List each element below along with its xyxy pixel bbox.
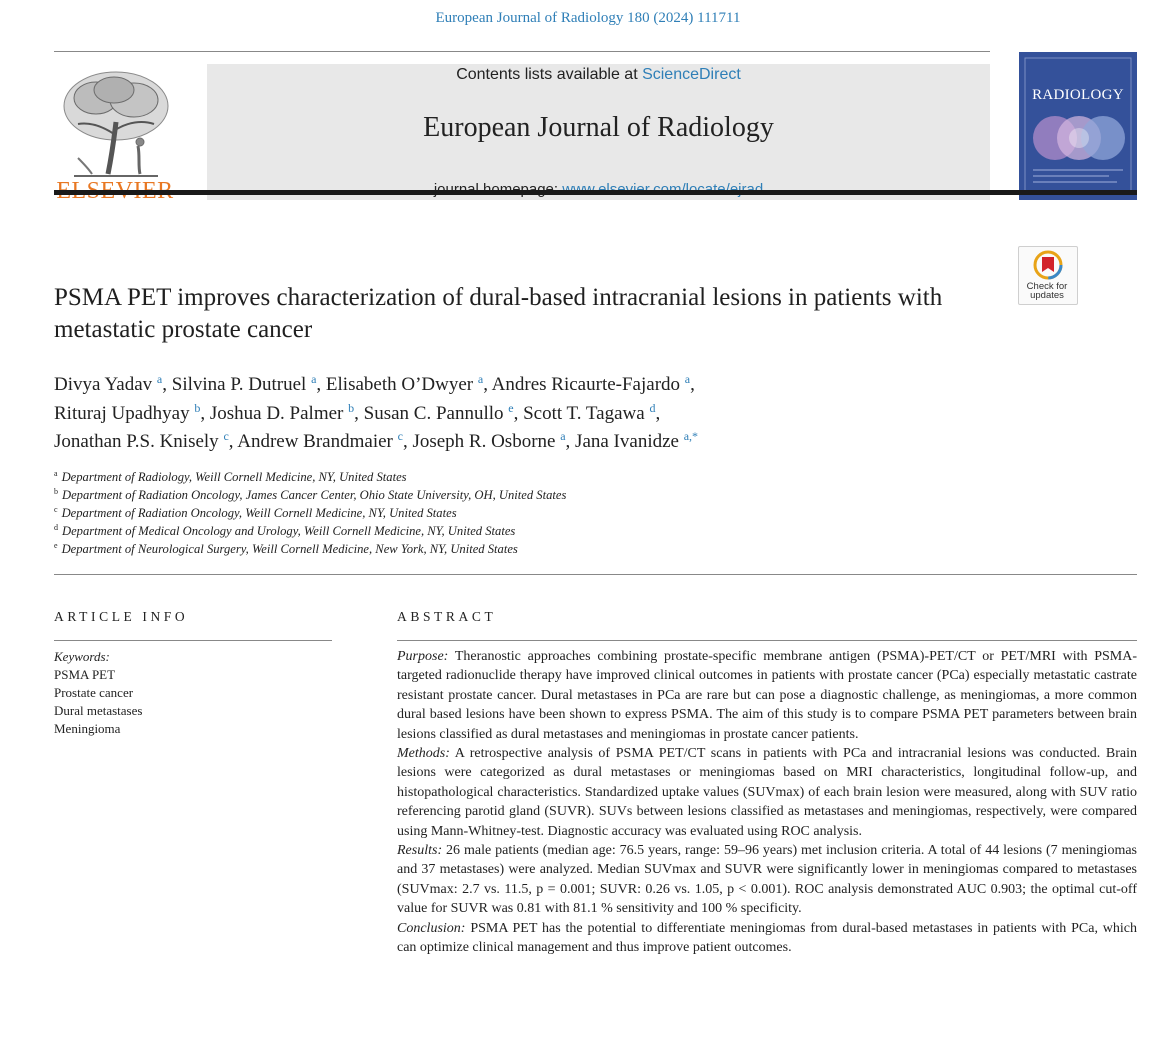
- author-affiliation-mark[interactable]: b: [194, 400, 201, 415]
- journal-cover[interactable]: [1019, 52, 1137, 200]
- check-label-line1: Check for: [1026, 281, 1068, 292]
- author-affiliation-mark[interactable]: a: [311, 372, 317, 386]
- author-affiliation-mark[interactable]: d: [649, 400, 656, 415]
- author-name[interactable]: Elisabeth O’Dwyer: [325, 374, 474, 395]
- affiliation-list: [54, 468, 1054, 558]
- author-affiliation-mark[interactable]: e: [508, 400, 514, 415]
- author-name[interactable]: Divya Yadav: [54, 374, 153, 395]
- author-affiliation-mark[interactable]: a,*: [683, 429, 699, 443]
- author-name[interactable]: Jana Ivanidze: [575, 431, 679, 452]
- keyword-item: Prostate cancer: [54, 685, 134, 700]
- purpose-label: Purpose:: [397, 649, 449, 664]
- affiliation-key: d: [54, 523, 58, 532]
- affiliation-item: [54, 486, 1054, 504]
- abstract-conclusion: [397, 919, 1137, 958]
- abstract-divider: [397, 640, 1137, 641]
- abstract-body: [397, 647, 1137, 958]
- results-label: Results:: [397, 843, 443, 859]
- article-info-heading: ARTICLE INFO: [54, 609, 189, 624]
- author-name[interactable]: Joshua D. Palmer: [209, 402, 344, 424]
- author-name[interactable]: Jonathan P.S. Knisely: [54, 431, 219, 452]
- methods-label: Methods:: [397, 746, 450, 762]
- abstract-methods: [397, 744, 1137, 841]
- author-name[interactable]: Susan C. Pannullo: [363, 402, 504, 424]
- affiliation-key: e: [54, 541, 58, 550]
- abstract-results: [397, 841, 1137, 919]
- author-name[interactable]: Rituraj Upadhyay: [54, 402, 190, 424]
- article-title: PSMA PET improves characterization of dural-based intracranial lesions in patients with metastatic prostate cancer: [54, 284, 943, 343]
- author-affiliation-mark[interactable]: a: [477, 372, 484, 386]
- affiliation-text: Department of Medical Oncology and Urology, Weill Cornell Medicine, NY, United States: [62, 524, 516, 538]
- contents-line: [207, 66, 990, 84]
- check-label-line2: updates: [1030, 290, 1064, 301]
- journal-reference-text[interactable]: European Journal of Radiology 180 (2024) 111711: [435, 10, 741, 26]
- journal-title: European Journal of Radiology: [423, 112, 774, 143]
- keywords-block: [54, 648, 332, 738]
- journal-reference-link[interactable]: [0, 10, 1176, 27]
- author-list: Divya Yadav $^a$, Silvina P. Dutruel $^a$, Elisabeth O’Dwyer $^a$, Andres Ricaurte-Fajardo $^a$, Rituraj Upadhyay $^b$, Joshua D. Palmer $^b$, Susan C. Pannullo $^e$, Scott T. Tagawa $^d$, Jonathan P.S. Knisely $^c$, Andrew Brandmaier $^c$, Joseph R. Osborne $^a$, Jana Ivanidze $^{a,*}$: [54, 372, 699, 452]
- section-divider: [54, 574, 1137, 575]
- abstract-purpose: [397, 647, 1137, 744]
- author-affiliation-mark[interactable]: c: [397, 429, 403, 443]
- results-text: 26 male patients (median age: 76.5 years, range: 59–96 years) met inclusion criteria. A total of 44 lesions (7 meningiomas and 37 metastases) were analyzed. Median SUVmax and SUVR were significantly lower in meningiomas compared to metastases (SUVmax: 2.7 vs. 11.5, p = 0.001; SUVR: 0.26 vs. 1.05, p < 0.001). ROC analysis demonstrated AUC 0.903; the optimal cut-off value for SUVR was 0.81 with 81.1 % sensitivity and 100 % specificity.: [397, 843, 1137, 917]
- affiliation-text: Department of Radiology, Weill Cornell Medicine, NY, United States: [61, 470, 407, 484]
- affiliation-text: Department of Radiation Oncology, Weill Cornell Medicine, NY, United States: [61, 506, 457, 520]
- author-name[interactable]: Andrew Brandmaier: [237, 431, 393, 452]
- author-affiliation-mark[interactable]: b: [348, 400, 355, 415]
- cover-title: RADIOLOGY: [1032, 87, 1124, 103]
- contents-prefix: Contents lists available at: [456, 66, 643, 83]
- header-thick-divider: [54, 190, 1137, 195]
- affiliation-item: [54, 522, 1054, 540]
- author-affiliation-mark[interactable]: a: [684, 372, 691, 386]
- sciencedirect-link[interactable]: ScienceDirect: [642, 66, 741, 83]
- affiliation-key: a: [54, 469, 58, 478]
- author-affiliation-mark[interactable]: a: [156, 372, 163, 386]
- conclusion-label: Conclusion:: [397, 920, 466, 936]
- affiliation-item: [54, 540, 1054, 558]
- affiliation-item: [54, 468, 1054, 486]
- affiliation-text: Department of Neurological Surgery, Weill Cornell Medicine, New York, NY, United States: [61, 542, 518, 556]
- keyword-item: Meningioma: [54, 721, 121, 736]
- affiliation-key: c: [54, 505, 58, 514]
- top-divider: [54, 51, 990, 52]
- keyword-item: Dural metastases: [54, 703, 143, 718]
- methods-text: A retrospective analysis of PSMA PET/CT scans in patients with PCa and intracranial lesions was conducted. Brain lesions were categorized as dural metastases or meningiomas based on MRI characteristics, longitudinal follow-up, and histopathological characteristics. Standardized uptake values (SUVmax) of each brain lesion were measured, along with SUV ratio referencing parotid gland (SUVR). SUVs between lesions classified as metastases and meningiomas, respectively, were compared using Mann-Whitney-test. Diagnostic accuracy was evaluated using ROC analysis.: [397, 746, 1137, 839]
- author-name[interactable]: Silvina P. Dutruel: [171, 374, 307, 395]
- affiliation-item: [54, 504, 1054, 522]
- author-name[interactable]: Andres Ricaurte-Fajardo: [491, 374, 681, 395]
- check-for-updates-label: [1018, 282, 1076, 300]
- purpose-text: Theranostic approaches combining prostate-specific membrane antigen (PSMA)-PET/CT or PET/MRI with PSMA-targeted radionuclide therapy have improved clinical outcomes in patients with prostate cancer (PCa) especially metastatic castrate resistant prostate cancer. Dural metastases in PCa are rare but can pose a diagnostic challenge, as meningiomas, a more common dural based lesions have been shown to express PSMA. The aim of this study is to compare PSMA PET parameters between brain lesions classified as dural metastases and meningiomas in prostate cancer patients.: [397, 649, 1137, 742]
- keywords-label: Keywords:: [54, 649, 110, 664]
- check-for-updates-icon: [1019, 247, 1077, 281]
- keyword-item: PSMA PET: [54, 667, 116, 682]
- affiliation-text: Department of Radiation Oncology, James Cancer Center, Ohio State University, OH, United States: [62, 488, 567, 502]
- conclusion-text: PSMA PET has the potential to differentiate meningiomas from dural-based metastases in patients with PCa, which can optimize clinical management and thus improve patient outcomes.: [397, 920, 1138, 956]
- affiliation-key: b: [54, 487, 58, 496]
- author-name[interactable]: Scott T. Tagawa: [523, 402, 645, 424]
- article-info-divider: [54, 640, 332, 641]
- cover-artwork: [1019, 52, 1137, 200]
- author-affiliation-mark[interactable]: a: [560, 429, 566, 443]
- author-affiliation-mark[interactable]: c: [223, 429, 229, 443]
- abstract-heading: ABSTRACT: [397, 609, 497, 624]
- author-name[interactable]: Joseph R. Osborne: [412, 431, 556, 452]
